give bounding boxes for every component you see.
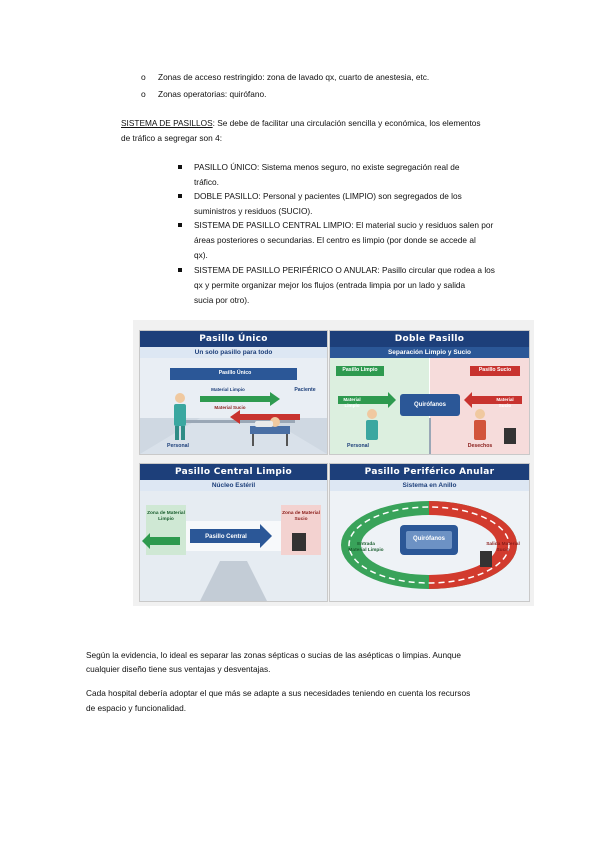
square-bullet-icon — [178, 223, 182, 227]
dirty-exit-label: Salida Material Sucio — [486, 542, 520, 553]
clean-material-label: Material Limpio — [211, 387, 245, 392]
operating-rooms-label: Quirófanos — [412, 536, 445, 542]
sistema-text: : Se debe de facilitar una circulación sencilla y económica, los elementos — [212, 118, 481, 128]
system-item-line: sucia por otro). — [194, 295, 250, 305]
square-bullet-icon — [178, 165, 182, 169]
waste-label: Desechos — [467, 443, 493, 449]
sistema-text-2: de tráfico a segregar son 4: — [121, 133, 223, 143]
corridor-systems-figure — [133, 320, 534, 606]
panel-title: Pasillo Único — [140, 331, 327, 347]
panel-pasillo-anular — [329, 463, 530, 602]
staff-label: Personal — [167, 443, 189, 449]
system-item-line: PASILLO ÚNICO: Sistema menos seguro, no existe segregación real de — [194, 162, 460, 172]
square-bullet-icon — [178, 268, 182, 272]
circle-bullet-icon: o — [141, 72, 146, 82]
panel-title: Pasillo Periférico Anular — [330, 464, 529, 480]
patient-label: Paciente — [294, 387, 316, 393]
panel-doble-pasillo — [329, 330, 530, 455]
system-item-line: DOBLE PASILLO: Personal y pacientes (LIMPIO) son segregados de los — [194, 191, 462, 201]
dirty-corridor-label: Pasillo Sucio — [478, 367, 512, 373]
square-bullet-icon — [178, 194, 182, 198]
clean-material-label: Material Limpio — [343, 397, 361, 408]
clean-corridor-label: Pasillo Limpio — [342, 367, 378, 373]
conclusion-line: Cada hospital debería adoptar el que más se adapte a sus necesidades teniendo en cuenta los recursos — [86, 688, 471, 698]
system-item-line: áreas posteriores o secundarias. El centro es limpio (por donde se accede al — [194, 235, 476, 245]
system-item-line: qx). — [194, 250, 208, 260]
conclusion-line: Según la evidencia, lo ideal es separar las zonas sépticas o sucias de las asépticas o limpias. Aunque — [86, 650, 461, 660]
system-item-line: suministros y residuos (SUCIO). — [194, 206, 313, 216]
system-item-line: qx y permite organizar mejor los flujos (entrada limpia por un lado y salida — [194, 280, 466, 290]
panel-title: Doble Pasillo — [330, 331, 529, 347]
panel-pasillo-central — [139, 463, 328, 602]
clean-entry-label: Entrada Material Limpio — [348, 542, 384, 553]
panel-subtitle: Sistema en Anillo — [330, 480, 529, 491]
intro-item: Zonas operatorias: quirófano. — [158, 89, 267, 99]
operating-rooms-label: Quirófanos — [413, 402, 446, 408]
central-corridor-illustration — [140, 491, 327, 601]
panel-subtitle: Núcleo Estéril — [140, 480, 327, 491]
system-item-line: tráfico. — [194, 177, 219, 187]
banner-label: Pasillo Único — [218, 370, 252, 376]
dirty-material-label: Material Sucio — [214, 405, 246, 410]
system-item-line: SISTEMA DE PASILLO CENTRAL LIMPIO: El material sucio y residuos salen por — [194, 220, 494, 230]
intro-item: Zonas de acceso restringido: zona de lavado qx, cuarto de anestesia, etc. — [158, 72, 430, 82]
panel-pasillo-unico — [139, 330, 328, 455]
conclusion-line: cualquier diseño tiene sus ventajas y desventajas. — [86, 664, 271, 674]
system-item-line: SISTEMA DE PASILLO PERIFÉRICO O ANULAR: Pasillo circular que rodea a los — [194, 265, 495, 275]
staff-label: Personal — [347, 443, 369, 449]
dirty-material-label: Material Sucio — [496, 397, 514, 408]
sistema-paragraph — [121, 116, 481, 131]
circle-bullet-icon: o — [141, 89, 146, 99]
central-corridor-label: Pasillo Central — [205, 534, 247, 540]
conclusion-line: de espacio y funcionalidad. — [86, 703, 187, 713]
dirty-zone-label: Zona de Material Sucio — [282, 511, 320, 522]
panel-title: Pasillo Central Limpio — [140, 464, 327, 480]
sistema-heading: SISTEMA DE PASILLOS — [121, 118, 213, 128]
clean-zone-label: Zona de Material Limpio — [147, 511, 185, 522]
panel-subtitle: Un solo pasillo para todo — [140, 347, 327, 358]
panel-subtitle: Separación Limpio y Sucio — [330, 347, 529, 358]
